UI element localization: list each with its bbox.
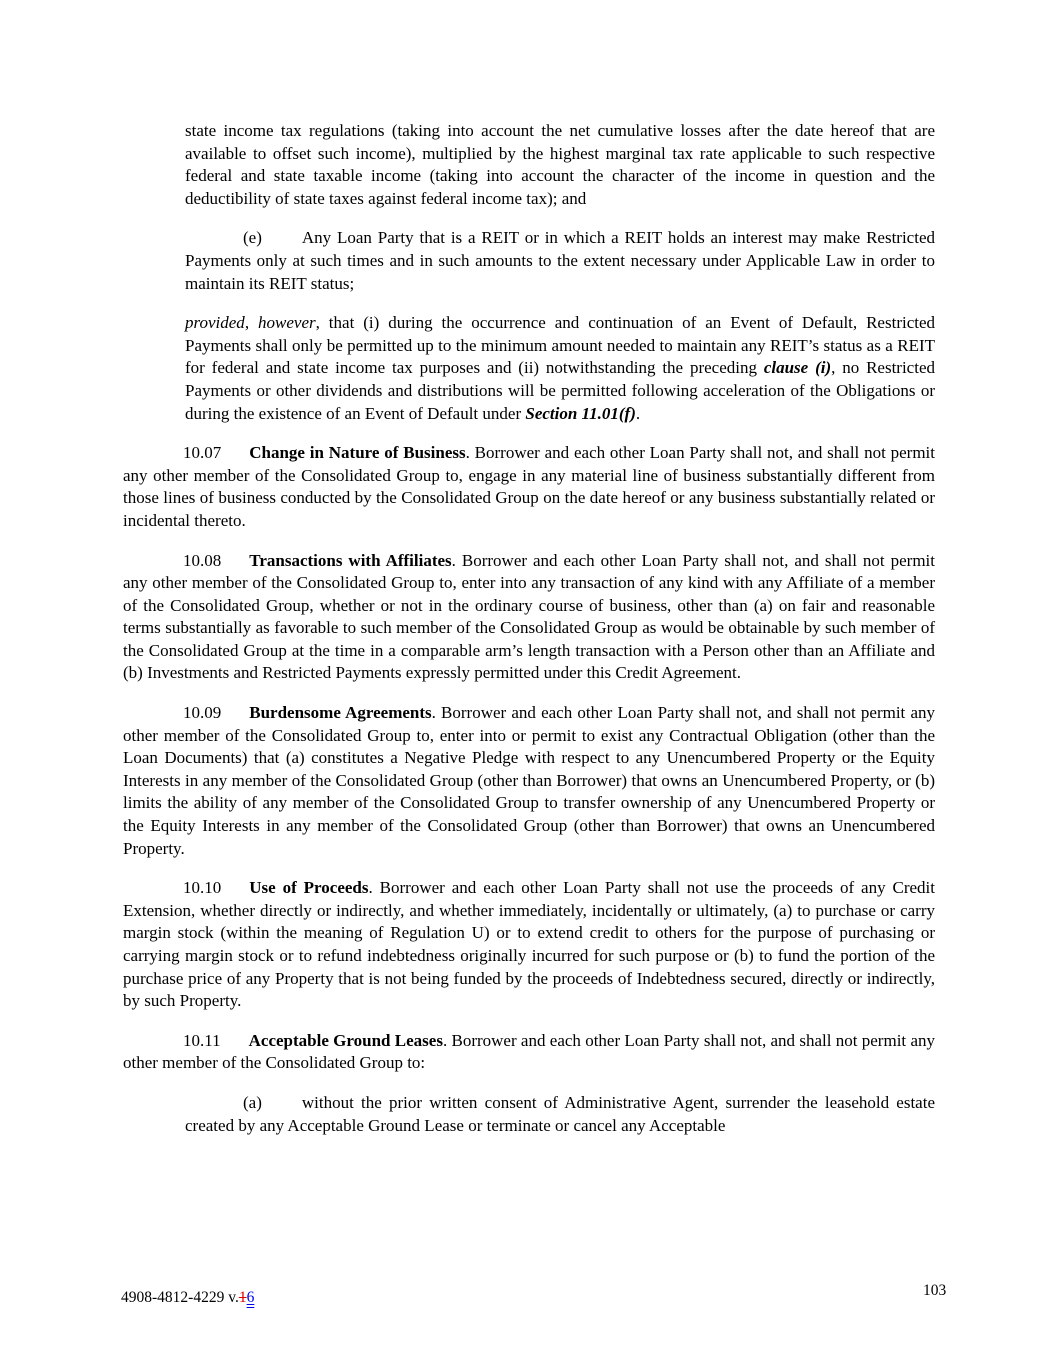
text-run: , that (i) during the occurrence and continuation of an Event of Default, Restricted Payments shall only be permitted up to the minimum amount needed to maintain any REIT’s status as a REIT for federal and state income tax purposes and (ii) notwithstanding the preceding	[185, 313, 936, 378]
page-footer	[121, 1288, 254, 1308]
text-run: Section 11.01(f)	[525, 403, 636, 423]
text-run: 10.10	[183, 878, 222, 898]
text-run: (a)	[243, 1092, 262, 1112]
text-run: state income tax regulations (taking into account the net cumulative losses after the date hereof that are available to offset such income), multiplied by the highest marginal tax rate applicable to such respective federal and state taxable income (taking into account the character of the income in question and the deductibility of state taxes against federal income tax); and	[185, 121, 935, 208]
text-run: .	[635, 403, 641, 423]
text-run: however	[258, 313, 316, 333]
paragraph	[123, 550, 935, 686]
text-run: without the prior written consent of Administrative Agent, surrender the leasehold estate created by any Acceptable Ground Lease or terminate or cancel any Acceptable	[185, 1092, 935, 1135]
paragraph	[185, 1092, 935, 1137]
inserted-version-number: 6	[246, 1289, 255, 1306]
text-run: . Borrower and each other Loan Party shall not, and shall not permit any other member of the Consolidated Group to:	[123, 1030, 935, 1073]
text-run: 10.07	[183, 443, 222, 463]
text-run: provided	[185, 313, 245, 333]
document-content	[123, 120, 935, 1137]
page-number: 103	[923, 1282, 947, 1299]
text-run: 10.11	[183, 1030, 221, 1050]
text-run: , no Restricted Payments or other dividends and distributions will be permitted following acceleration of the Obligations or during the existence of an Event of Default under	[185, 358, 936, 423]
text-run: (e)	[243, 228, 262, 248]
paragraph	[123, 1030, 935, 1075]
text-run: . Borrower and each other Loan Party shall not, and shall not permit any other member of the Consolidated Group to, enter into any transaction of any kind with any Affiliate of a member of the Consolidated Group, whether or not in the ordinary course of business, other than (a) on fair and reasonable terms substantially as favorable to such member of the Consolidated Group as would be obtainable by such member of the Consolidated Group at the time in a comparable arm’s length transaction with a Person other than an Affiliate and (b) Investments and Restricted Payments expressly permitted under this Credit Agreement.	[123, 550, 936, 683]
text-run: 10.09	[183, 703, 222, 723]
text-run: . Borrower and each other Loan Party shall not use the proceeds of any Credit Extension, whether directly or indirectly, and whether immediately, incidentally or ultimately, (a) to purchase or carry margin stock (within the meaning of Regulation U) or to extend credit to others for the purpose of purchasing or carrying margin stock or to refund indebtedness originally incurred for such purpose or (b) to fund the portion of the purchase price of any Property that is not being funded by the proceeds of Indebtedness secured, directly or indirectly, by such Property.	[123, 878, 935, 1011]
paragraph	[185, 120, 935, 210]
text-run: Burdensome Agreements	[249, 703, 432, 723]
text-run: Acceptable Ground Leases	[248, 1030, 443, 1050]
paragraph	[185, 312, 935, 425]
paragraph	[123, 877, 935, 1013]
text-run: Use of Proceeds	[249, 878, 369, 898]
text-run: ,	[244, 313, 259, 333]
text-run: Any Loan Party that is a REIT or in which a REIT holds an interest may make Restricted Payments only at such times and in such amounts to the extent necessary under Applicable Law in order to maintain its REIT status;	[185, 228, 935, 293]
text-run: 10.08	[183, 550, 222, 570]
paragraph	[123, 702, 935, 860]
text-run: . Borrower and each other Loan Party shall not, and shall not permit any other member of the Consolidated Group to, enter into or permit to exist any Contractual Obligation (other than the Loan Documents) that (a) constitutes a Negative Pledge with respect to any Unencumbered Property or the Equity Interests in any member of the Consolidated Group (other than Borrower) that owns an Unencumbered Property, or (b) limits the ability of any member of the Consolidated Group to transfer ownership of any Unencumbered Property or the Equity Interests in any member of the Consolidated Group (other than Borrower) that owns an Unencumbered Property.	[123, 703, 935, 858]
paragraph	[185, 227, 935, 295]
text-run: clause (i)	[763, 358, 832, 378]
paragraph	[123, 442, 935, 532]
text-run: . Borrower and each other Loan Party shall not, and shall not permit any other member of the Consolidated Group to, engage in any material line of business substantially different from those lines of business conducted by the Consolidated Group on the date hereof or any business substantially related or incidental thereto.	[123, 443, 935, 530]
doc-id-text: 4908-4812-4229 v.	[121, 1289, 239, 1306]
text-run: Change in Nature of Business	[249, 443, 466, 463]
deleted-version-number: 1	[238, 1289, 247, 1306]
text-run: Transactions with Affiliates	[249, 550, 452, 570]
